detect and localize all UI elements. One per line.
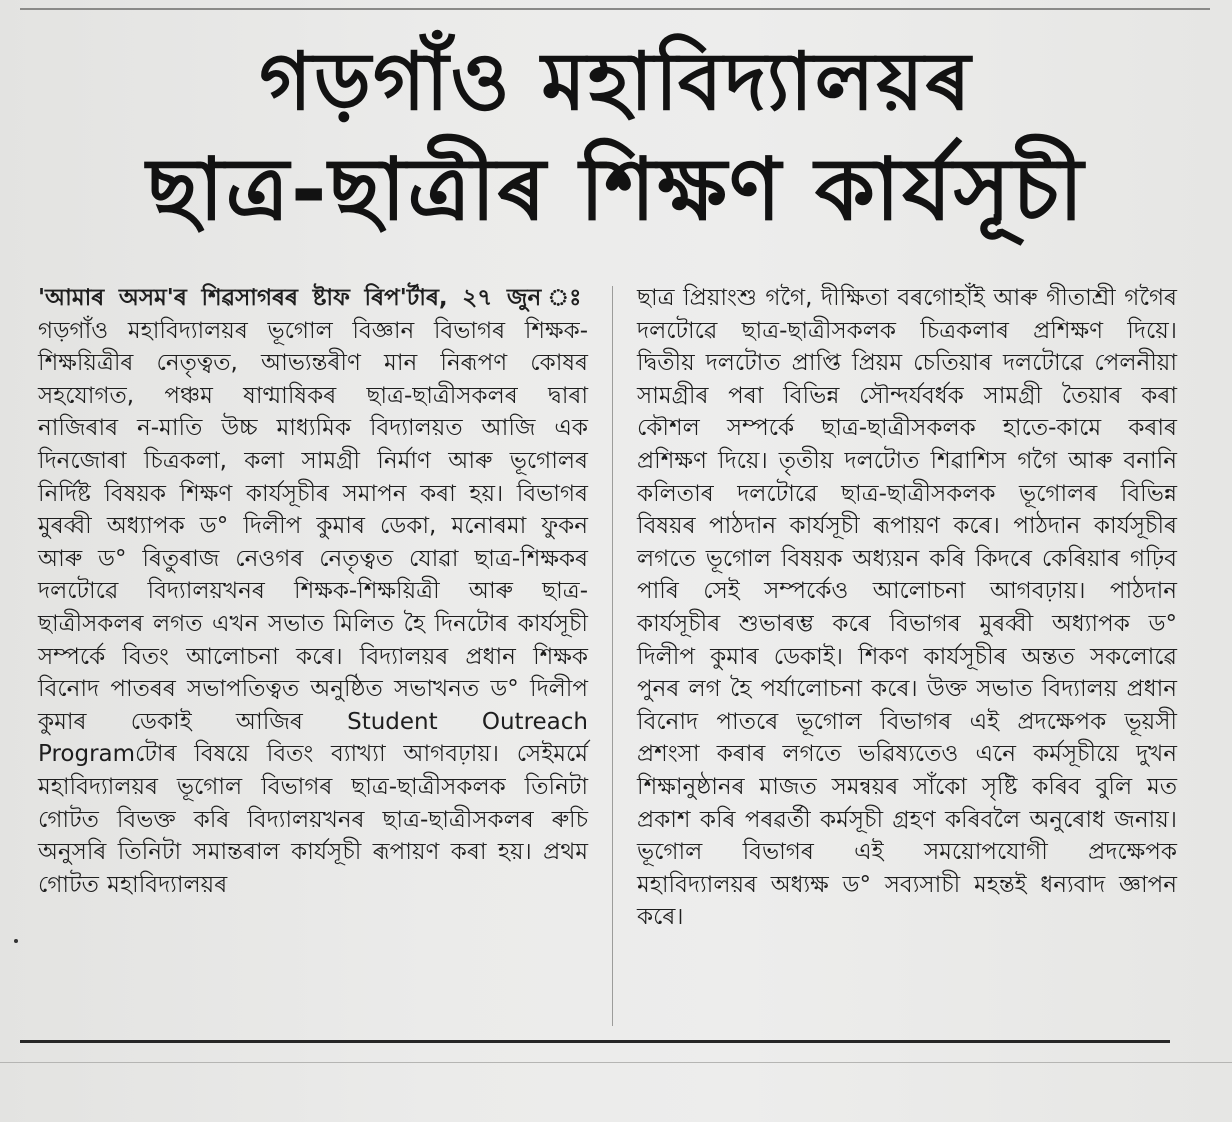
top-rule [20, 8, 1210, 10]
dateline: 'আমাৰ অসম'ৰ শিৱসাগৰৰ ষ্টাফ ৰিপ'ৰ্টাৰ, ২৭ জুন ঃ [38, 285, 588, 311]
body-text-right: ছাত্ৰ প্ৰিয়াংশু গগৈ, দীক্ষিতা বৰগোহাঁই আৰু গীতাশ্ৰী গগৈৰ দলটোৱে ছাত্ৰ-ছাত্ৰীসকলক চিত্ৰকলাৰ প্ৰশিক্ষণ দিয়ে। দ্বিতীয় দলটোত প্ৰাপ্তি প্ৰিয়ম চেতিয়াৰ দলটোৱে পেলনীয়া সামগ্ৰীৰ পৰা বিভিন্ন সৌন্দৰ্যবৰ্ধক সামগ্ৰী তৈয়াৰ কৰা কৌশল সম্পৰ্কে ছাত্ৰ-ছাত্ৰীসকলক হাতে-কামে কৰাৰ প্ৰশিক্ষণ দিয়ে। তৃতীয় দলটোত শিৱাশিস গগৈ আৰু বনানি কলিতাৰ দলটোৱে ছাত্ৰ-ছাত্ৰীসকলক ভূগোলৰ বিভিন্ন বিষয়ৰ পাঠদান কাৰ্যসূচী ৰূপায়ণ কৰে। পাঠদান কাৰ্যসূচীৰ লগতে ভূগোল বিষয়ক অধ্যয়ন কৰি কিদৰে কেৰিয়াৰ গঢ়িব পাৰি সেই সম্পৰ্কেও আলোচনা আগবঢ়ায়। পাঠদান কাৰ্যসূচীৰ শুভাৰম্ভ কৰে বিভাগৰ মুৰব্বী অধ্যাপক ড° দিলীপ কুমাৰ ডেকাই। শিকণ কাৰ্যসূচীৰ অন্তত সকলোৱে পুনৰ লগ হৈ পৰ্যালোচনা কৰে। উক্ত সভাত বিদ্যালয় প্ৰধান বিনোদ পাতৰে ভূগোল বিভাগৰ এই প্ৰদক্ষেপক ভূয়সী প্ৰশংসা কৰাৰ লগতে ভৱিষ্যতেও এনে কৰ্মসূচীয়ে দুখন শিক্ষানুষ্ঠানৰ মাজত সমন্বয়ৰ সাঁকো সৃষ্টি কৰিব বুলি মত প্ৰকাশ কৰি পৰৱৰ্তী কৰ্মসূচী গ্ৰহণ কৰিবলৈ অনুৰোধ জনায়। ভূগোল বিভাগৰ এই সময়োপযোগী প্ৰদক্ষেপক মহাবিদ্যালয়ৰ অধ্যক্ষ ড° সব্যসাচী মহন্তই ধন্যবাদ জ্ঞাপন কৰে। [637, 285, 1177, 931]
article-column-left [38, 282, 588, 901]
fold-line [0, 1062, 1232, 1063]
margin-dot [14, 939, 18, 943]
article-paragraph-left [38, 282, 588, 901]
headline-line-1: গড়গাঁও মহাবিদ্যালয়ৰ [259, 35, 973, 128]
body-text-left: গড়গাঁও মহাবিদ্যালয়ৰ ভূগোল বিজ্ঞান বিভাগৰ শিক্ষক-শিক্ষয়িত্ৰীৰ নেতৃত্বত, আভ্যন্তৰীণ মান নিৰূপণ কোষৰ সহযোগত, পঞ্চম ষাণ্মাষিকৰ ছাত্ৰ-ছাত্ৰীসকলৰ দ্বাৰা নাজিৰাৰ ন-মাতি উচ্চ মাধ্যমিক বিদ্যালয়ত আজি এক দিনজোৰা চিত্ৰকলা, কলা সামগ্ৰী নিৰ্মাণ আৰু ভূগোলৰ নিৰ্দিষ্ট বিষয়ক শিক্ষণ কাৰ্যসূচীৰ সমাপন কৰা হয়। বিভাগৰ মুৰব্বী অধ্যাপক ড° দিলীপ কুমাৰ ডেকা, মনোৰমা ফুকন আৰু ড° ৰিতুৰাজ নেওগৰ নেতৃত্বত যোৱা ছাত্ৰ-শিক্ষকৰ দলটোৱে বিদ্যালয়খনৰ শিক্ষক-শিক্ষয়িত্ৰী আৰু ছাত্ৰ-ছাত্ৰীসকলৰ লগত এখন সভাত মিলিত হৈ দিনটোৰ কাৰ্যসূচী সম্পৰ্কে বিতং আলোচনা কৰে। বিদ্যালয়ৰ প্ৰধান শিক্ষক বিনোদ পাতৰৰ সভাপতিত্বত অনুষ্ঠিত সভাখনত ড° দিলীপ কুমাৰ ডেকাই আজিৰ Student Outreach Programটোৰ বিষয়ে বিতং ব্যাখ্যা আগবঢ়ায়। সেইমৰ্মে মহাবিদ্যালয়ৰ ভূগোল বিভাগৰ ছাত্ৰ-ছাত্ৰীসকলক তিনিটা গোটত বিভক্ত কৰি বিদ্যালয়খনৰ ছাত্ৰ-ছাত্ৰীসকলৰ ৰুচি অনুসৰি তিনিটা সমান্তৰাল কাৰ্যসূচী ৰূপায়ণ কৰা হয়। প্ৰথম গোটত মহাবিদ্যালয়ৰ [38, 317, 588, 898]
column-divider [612, 286, 613, 1026]
headline-line-2: ছাত্ৰ-ছাত্ৰীৰ শিক্ষণ কাৰ্যসূচী [146, 140, 1086, 240]
article-column-right [637, 282, 1177, 934]
headline [0, 30, 1232, 242]
bottom-rule [20, 1040, 1170, 1043]
